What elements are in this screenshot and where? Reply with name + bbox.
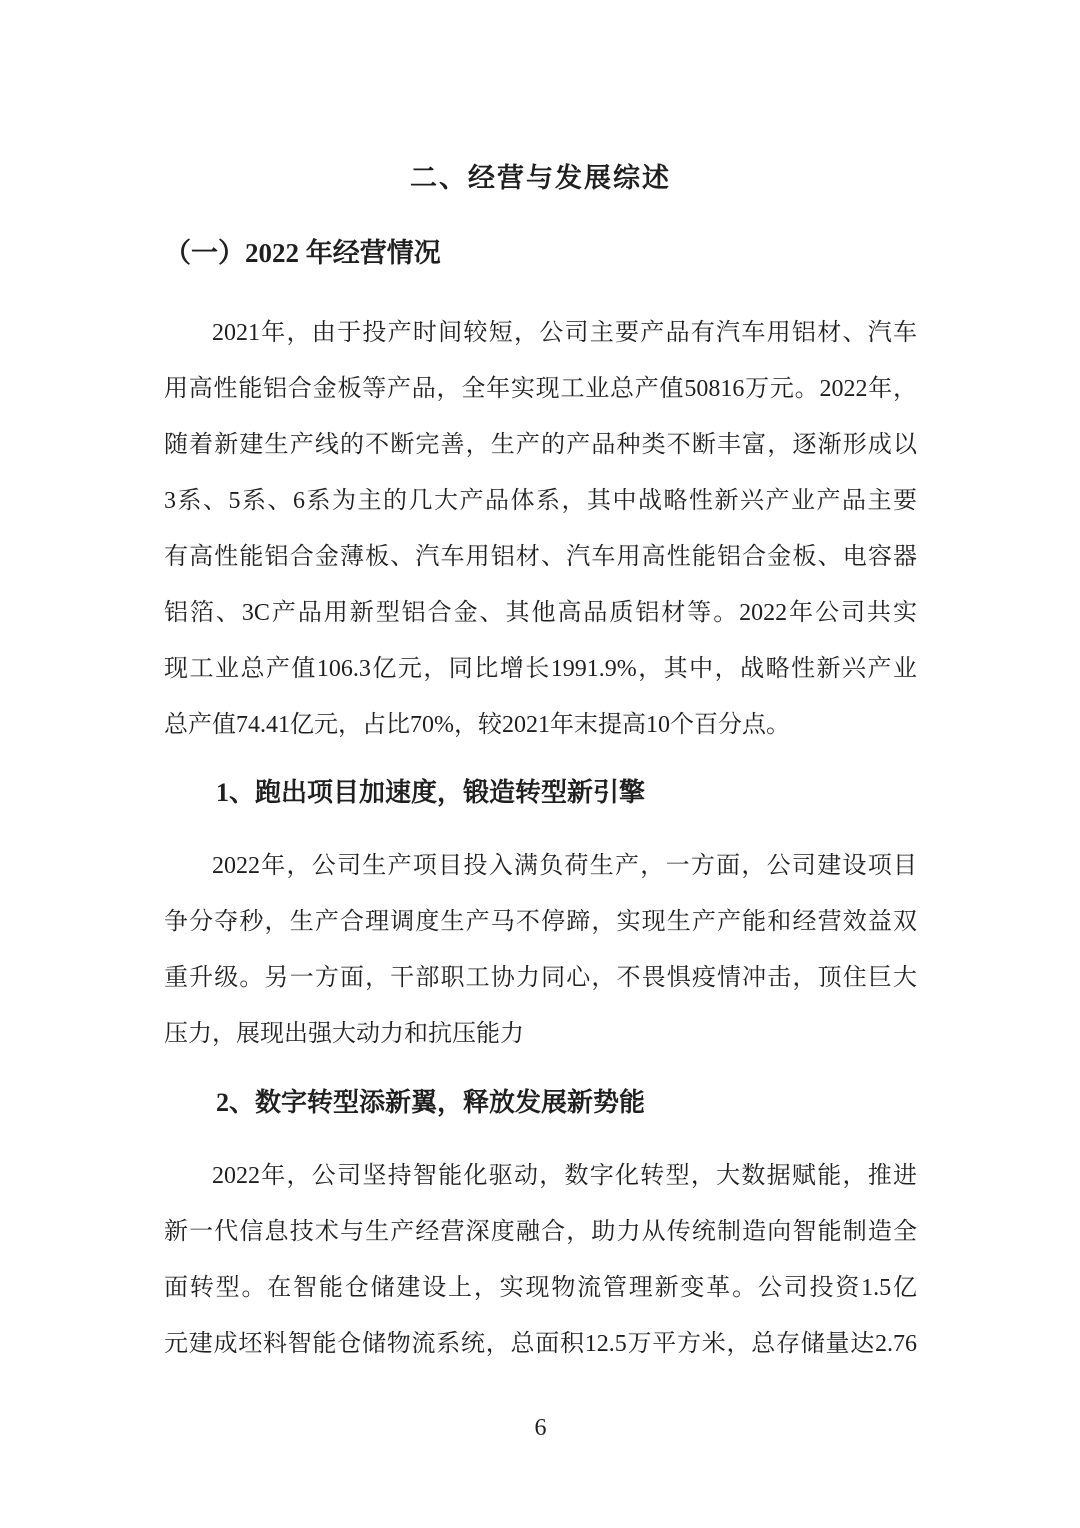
paragraph-line: 重升级。另一方面，干部职工协力同心，不畏惧疫情冲击，顶住巨大: [164, 965, 917, 991]
text-block: [0, 156, 1080, 1456]
paragraph-line: 有高性能铝合金薄板、汽车用铝材、汽车用高性能铝合金板、电容器: [164, 544, 917, 570]
paragraph-line: 2022年，公司坚持智能化驱动，数字化转型，大数据赋能，推进: [212, 1163, 917, 1189]
paragraph-line: 3系、5系、6系为主的几大产品体系，其中战略性新兴产业产品主要: [164, 488, 917, 514]
paragraph-line: 铝箔、3C产品用新型铝合金、其他高品质铝材等。2022年公司共实: [164, 600, 917, 626]
paragraph-line: 新一代信息技术与生产经营深度融合，助力从传统制造向智能制造全: [164, 1219, 917, 1245]
subsection-heading-2: 2、数字转型添新翼，释放发展新势能: [216, 1088, 646, 1117]
paragraph-line: 元建成坯料智能仓储物流系统，总面积12.5万平方米，总存储量达2.76: [164, 1331, 917, 1357]
paragraph-line: 2021年，由于投产时间较短，公司主要产品有汽车用铝材、汽车: [212, 320, 917, 346]
paragraph-line: 随着新建生产线的不断完善，生产的产品种类不断丰富，逐渐形成以: [164, 432, 917, 458]
section-heading: （一）2022 年经营情况: [164, 238, 441, 268]
paragraph-line: 总产值74.41亿元，占比70%，较2021年末提高10个百分点。: [164, 712, 790, 738]
paragraph-2: [164, 838, 917, 1062]
paragraph-3: [164, 1148, 917, 1372]
paragraph-line: 压力，展现出强大动力和抗压能力: [164, 1021, 524, 1047]
paragraph-1: [164, 305, 917, 753]
subsection-heading-1: 1、跑出项目加速度，锻造转型新引擎: [216, 778, 646, 807]
paragraph-line: 现工业总产值106.3亿元，同比增长1991.9%，其中，战略性新兴产业: [164, 656, 917, 682]
paragraph-line: 用高性能铝合金板等产品，全年实现工业总产值50816万元。2022年，: [164, 376, 917, 402]
paragraph-line: 面转型。在智能仓储建设上，实现物流管理新变革。公司投资1.5亿: [164, 1275, 917, 1301]
page-number: 6: [534, 1415, 547, 1441]
page-title: 二、经营与发展综述: [410, 163, 671, 193]
paragraph-line: 2022年，公司生产项目投入满负荷生产，一方面，公司建设项目: [212, 853, 917, 879]
paragraph-line: 争分夺秒，生产合理调度生产马不停蹄，实现生产产能和经营效益双: [164, 909, 917, 935]
